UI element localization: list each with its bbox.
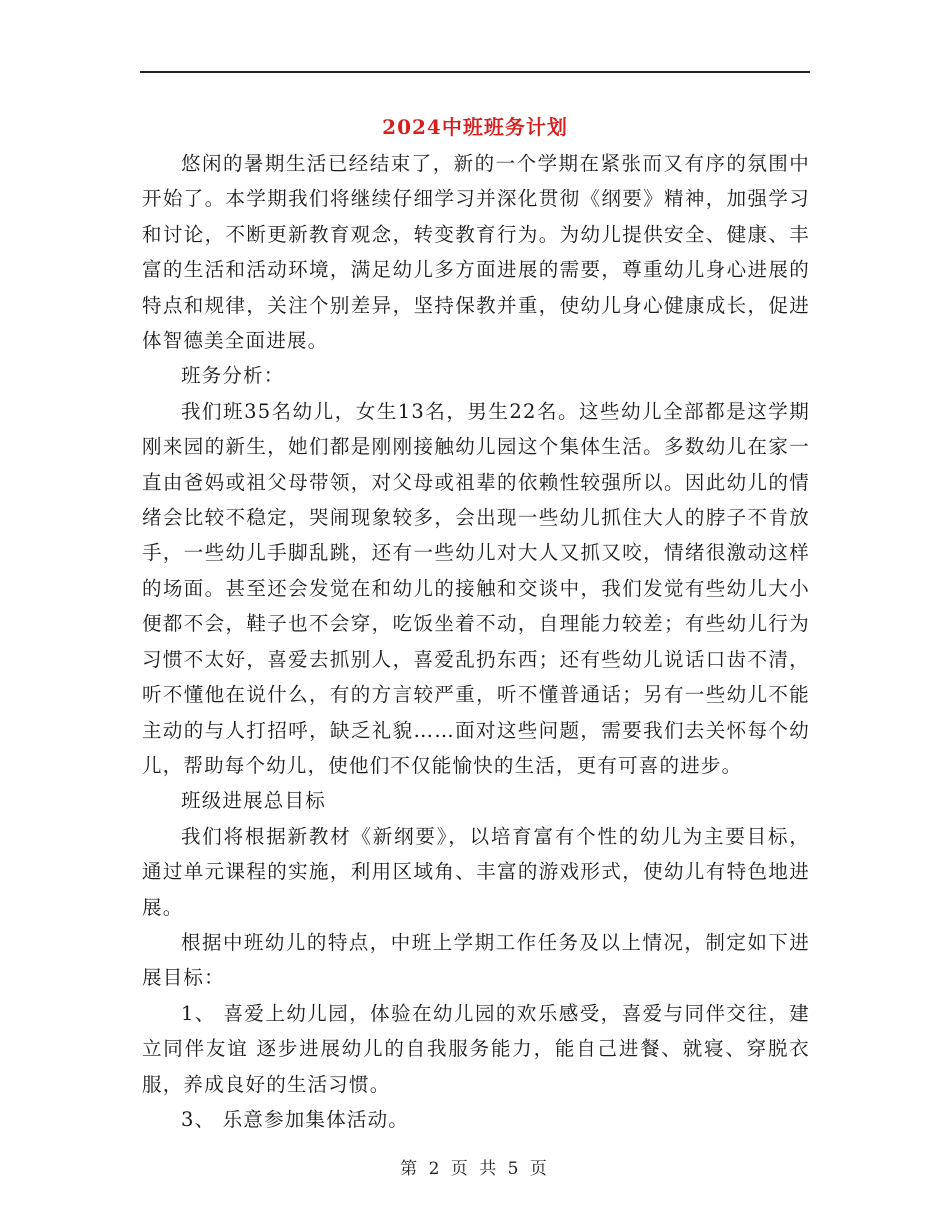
overall-goal-paragraph: 我们将根据新教材《新纲要》，以培育富有个性的幼儿为主要目标，通过单元课程的实施，利用区域角、丰富的游戏形式，使幼儿有特色地进展。 [142,824,810,919]
class-analysis-paragraph: 我们班35名幼儿，女生13名，男生22名。这些幼儿全部都是这学期刚来园的新生，她们都是刚刚接触幼儿园这个集体生活。多数幼儿在家一直由爸妈或祖父母带领，对父母或祖辈的依赖性较强所以。因此幼儿的情绪会比较不稳定，哭闹现象较多，会出现一些幼儿抓住大人的脖子不肯放手，一些幼儿手脚乱跳，还有一些幼儿对大人又抓又咬，情绪很激动这样的场面。甚至还会发觉在和幼儿的接触和交谈中，我们发觉有些幼儿大小便都不会，鞋子也不会穿，吃饭坐着不动，自理能力较差；有些幼儿行为习惯不太好，喜爱去抓别人，喜爱乱扔东西；还有些幼儿说话口齿不清，听不懂他在说什么，有的方言较严重，听不懂普通话；另有一些幼儿不能主动的与人打招呼，缺乏礼貌……面对这些问题，需要我们去关怀每个幼儿，帮助每个幼儿，使他们不仅能愉快的生活，更有可喜的进步。 [142,399,810,777]
intro-paragraph: 悠闲的暑期生活已经结束了，新的一个学期在紧张而又有序的氛围中开始了。本学期我们将继续仔细学习并深化贯彻《纲要》精神，加强学习和讨论，不断更新教育观念，转变教育行为。为幼儿提供安全、健康、丰富的生活和活动环境，满足幼儿多方面进展的需要，尊重幼儿身心进展的特点和规律，关注个别差异，坚持保教并重，使幼儿身心健康成长，促进体智德美全面进展。 [142,152,810,353]
goal-item-3: 3、 乐意参加集体活动。 [181,1107,410,1131]
document-title: 2024中班班务计划 [382,115,568,139]
page-footer: 第 2 页 共 5 页 [400,1159,550,1179]
section-heading-overall-goal: 班级进展总目标 [181,789,326,813]
goal-item-1: 1、 喜爱上幼儿园，体验在幼儿园的欢乐感受，喜爱与同伴交往，建立同伴友谊 逐步进展幼儿的自我服务能力，能自己进餐、就寝、穿脱衣服，养成良好的生活习惯。 [142,1001,810,1096]
section-heading-class-analysis: 班务分析： [181,364,285,388]
document-body [142,146,810,1137]
goals-intro-paragraph: 根据中班幼儿的特点，中班上学期工作任务及以上情况，制定如下进展目标： [142,930,810,990]
header-rule [140,71,810,73]
